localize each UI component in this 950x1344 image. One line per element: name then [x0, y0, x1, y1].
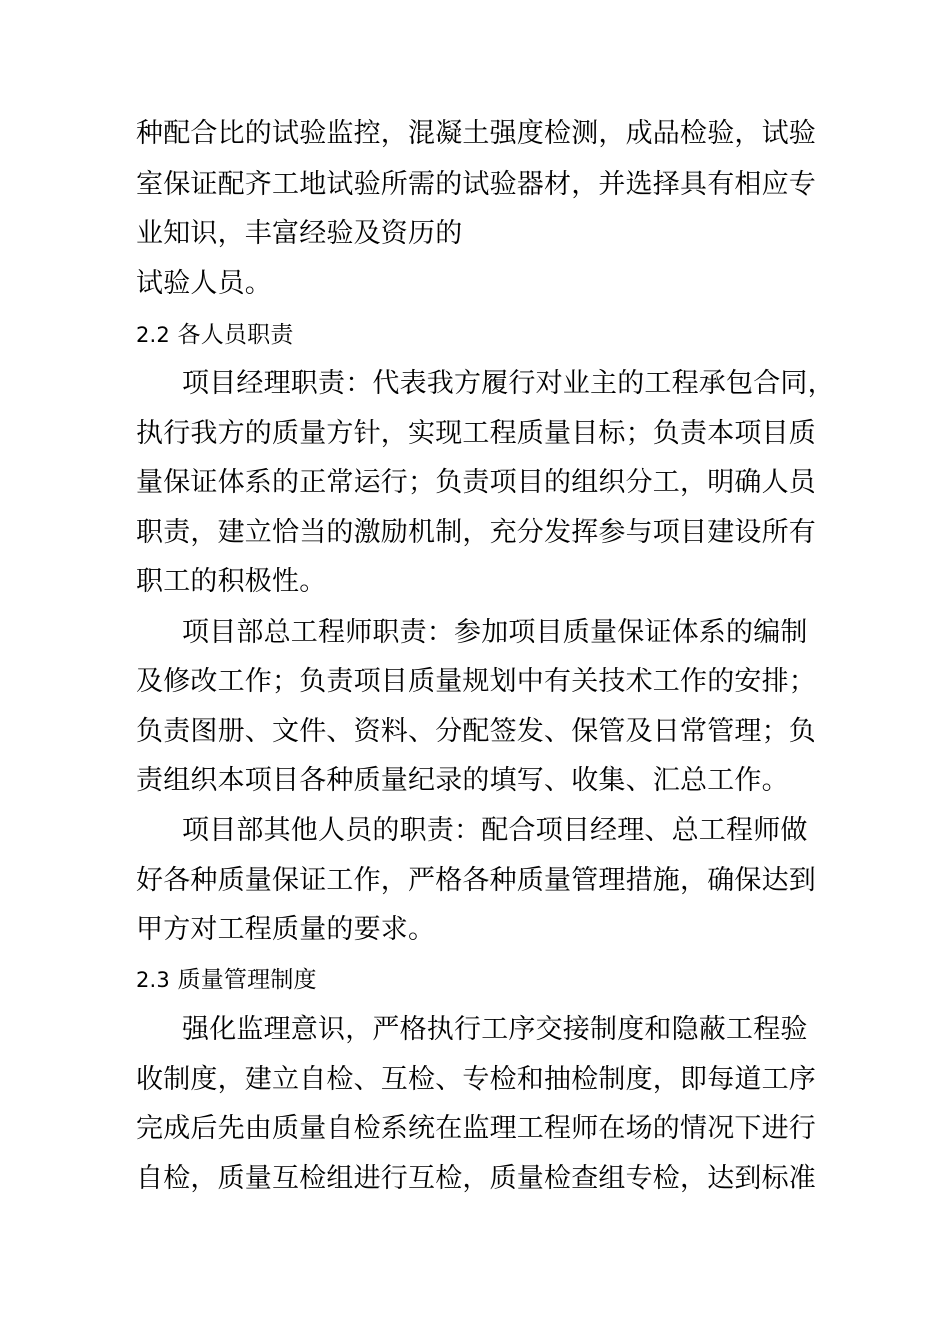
section-heading — [136, 317, 836, 353]
paragraph-line: 项目经理职责：代表我方履行对业主的工程承包合同， — [182, 368, 835, 399]
paragraph-line: 好各种质量保证工作，严格各种质量管理措施，确保达到 — [136, 865, 816, 896]
section-heading — [136, 962, 836, 998]
paragraph-line: 职责，建立恰当的激励机制，充分发挥参与项目建设所有 — [136, 517, 816, 548]
paragraph-line: 职工的积极性。 — [136, 566, 327, 597]
paragraph-line: 完成后先由质量自检系统在监理工程师在场的情况下进行 — [136, 1113, 816, 1144]
paragraph-line: 业知识，丰富经验及资历的 — [136, 218, 463, 249]
section-title: 各人员职责 — [177, 322, 294, 348]
paragraph-line: 项目部其他人员的职责：配合项目经理、总工程师做 — [182, 815, 808, 846]
section-number: 2.2 — [136, 323, 170, 347]
paragraph-line: 量保证体系的正常运行；负责项目的组织分工，明确人员 — [136, 467, 816, 498]
paragraph-line: 项目部总工程师职责：参加项目质量保证体系的编制 — [182, 617, 808, 648]
section-number: 2.3 — [136, 968, 170, 992]
paragraph-line: 室保证配齐工地试验所需的试验器材，并选择具有相应专 — [136, 169, 816, 200]
paragraph-line: 种配合比的试验监控，混凝土强度检测，成品检验，试验 — [136, 118, 816, 149]
paragraph-line: 自检，质量互检组进行互检，质量检查组专检，达到标准 — [136, 1163, 816, 1194]
paragraph-line: 甲方对工程质量的要求。 — [136, 914, 436, 945]
paragraph-line: 责组织本项目各种质量纪录的填写、收集、汇总工作。 — [136, 765, 789, 796]
paragraph-line: 及修改工作；负责项目质量规划中有关技术工作的安排； — [136, 666, 816, 697]
paragraph-line: 负责图册、文件、资料、分配签发、保管及日常管理；负 — [136, 716, 816, 747]
paragraph-line: 收制度，建立自检、互检、专检和抽检制度，即每道工序 — [136, 1064, 816, 1095]
section-title: 质量管理制度 — [177, 967, 317, 993]
paragraph-line: 试验人员。 — [136, 268, 272, 299]
paragraph-line: 执行我方的质量方针，实现工程质量目标；负责本项目质 — [136, 418, 816, 449]
paragraph-line: 强化监理意识，严格执行工序交接制度和隐蔽工程验 — [182, 1014, 808, 1045]
